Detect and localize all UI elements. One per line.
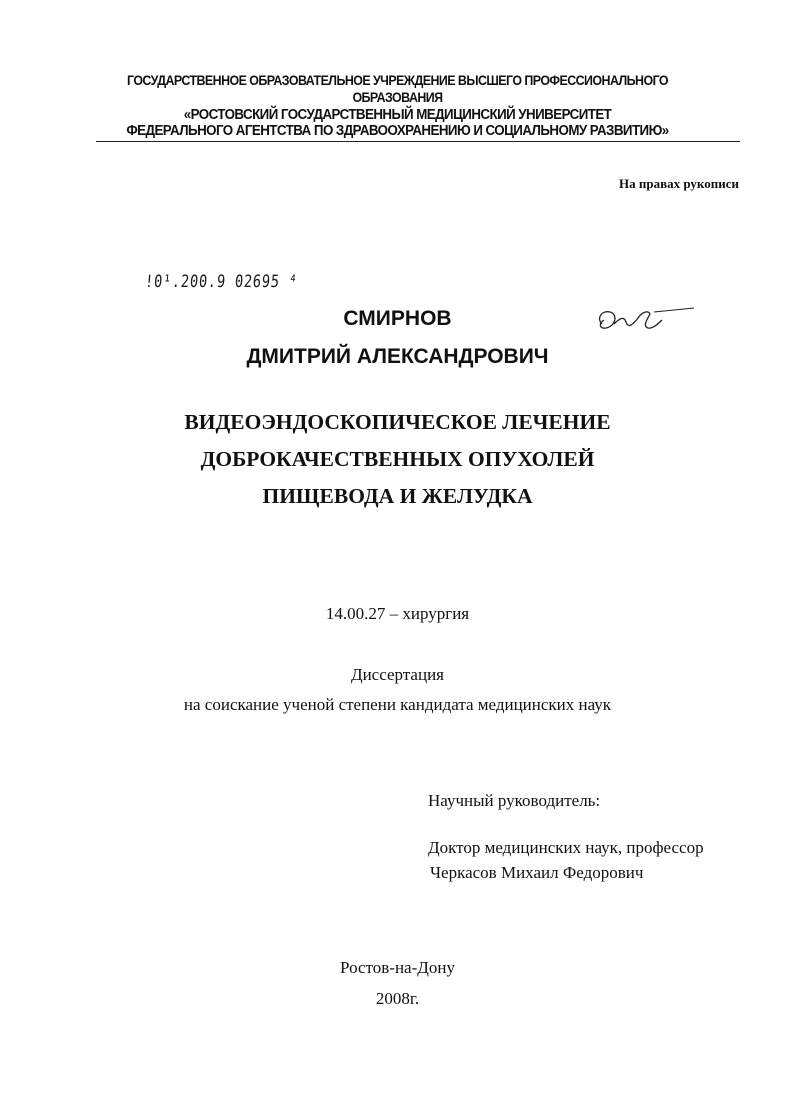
supervisor-label: Научный руководитель:	[428, 791, 601, 810]
institution-line-4: ФЕДЕРАЛЬНОГО АГЕНТСТВА ПО ЗДРАВООХРАНЕНИЮ И СОЦИАЛЬНОМУ РАЗВИТИЮ»	[126, 123, 669, 139]
thesis-title-line-2: ДОБРОКАЧЕСТВЕННЫХ ОПУХОЛЕЙ	[200, 447, 595, 471]
specialty-code: 14.00.27 – хирургия	[325, 604, 470, 623]
manuscript-rights-note: На правах рукописи	[619, 176, 739, 191]
thesis-title-line-3: ПИЩЕВОДА И ЖЕЛУДКА	[262, 484, 533, 508]
handwritten-signature	[588, 300, 698, 340]
supervisor-degree: Доктор медицинских наук, профессор	[428, 838, 704, 857]
header-divider	[96, 141, 740, 142]
institution-line-2: ОБРАЗОВАНИЯ	[352, 90, 443, 105]
document-type: Диссертация	[350, 665, 444, 684]
institution-line-1: ГОСУДАРСТВЕННОЕ ОБРАЗОВАТЕЛЬНОЕ УЧРЕЖДЕНИЕ ВЫСШЕГО ПРОФЕССИОНАЛЬНОГО	[126, 73, 669, 88]
city: Ростов-на-Дону	[340, 958, 455, 977]
thesis-title-line-1: ВИДЕОЭНДОСКОПИЧЕСКОЕ ЛЕЧЕНИЕ	[184, 410, 611, 434]
degree-purpose: на соискание ученой степени кандидата медицинских наук	[183, 695, 612, 714]
author-name: ДМИТРИЙ АЛЕКСАНДРОВИЧ	[246, 345, 549, 368]
institution-line-3: «РОСТОВСКИЙ ГОСУДАРСТВЕННЫЙ МЕДИЦИНСКИЙ УНИВЕРСИТЕТ	[183, 107, 612, 123]
supervisor-name: Черкасов Михаил Федорович	[430, 863, 644, 882]
author-surname: СМИРНОВ	[343, 307, 452, 330]
year: 2008г.	[375, 989, 420, 1008]
registration-stamp-number: !0¹.200.9 02695 ⁴	[144, 272, 299, 292]
